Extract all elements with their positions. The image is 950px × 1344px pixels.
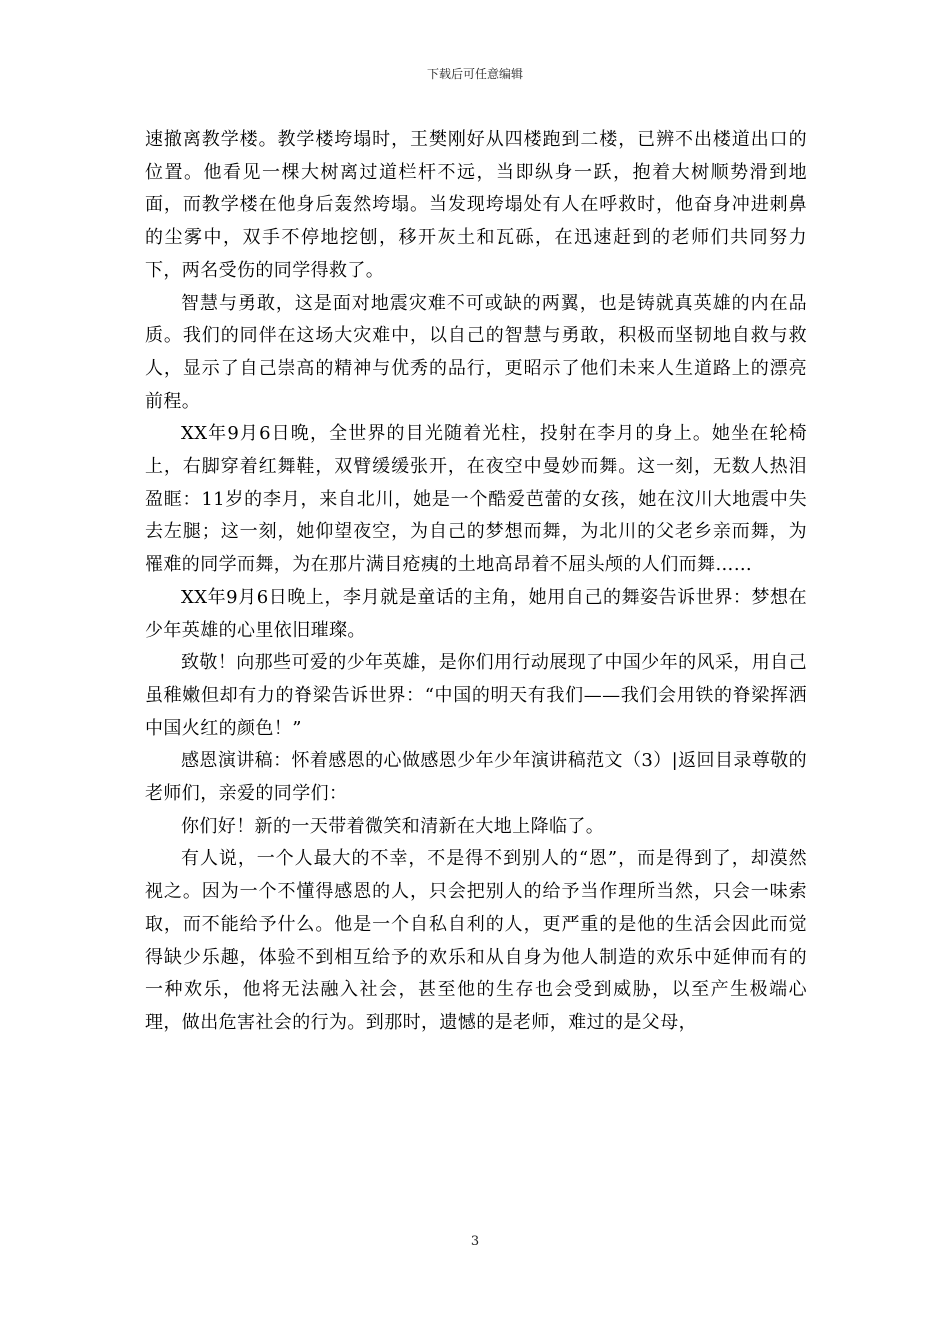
paragraph-7: 你们好！新的一天带着微笑和清新在大地上降临了。 — [181, 815, 605, 837]
paragraph-2: 智慧与勇敢，这是面对地震灾难不可或缺的两翼，也是铸就真英雄的内在品质。我们的同伴在这场大灾难中，以自己的智慧与勇敢，积极而坚韧地自救与救人，显示了自己崇高的精神与优秀的品行，更昭示了他们未来人生道路上的漂亮前程。 — [145, 292, 807, 412]
paragraph-8: 有人说，一个人最大的不幸，不是得不到别人的“恩”，而是得到了，却漠然视之。因为一个不懂得感恩的人，只会把别人的给予当作理所当然，只会一味索取，而不能给予什么。他是一个自私自利的人，更严重的是他的生活会因此而觉得缺少乐趣，体验不到相互给予的欢乐和从自身为他人制造的欢乐中延伸而有的一种欢乐，他将无法融入社会，甚至他的生存也会受到威胁，以至产生极端心理，做出危害社会的行为。到那时，遗憾的是老师，难过的是父母， — [145, 848, 807, 1033]
paragraph-6: 感恩演讲稿：怀着感恩的心做感恩少年少年演讲稿范文（3）|返回目录尊敬的老师们，亲爱的同学们： — [145, 750, 807, 805]
paragraph-3: XX年9月6日晚，全世界的目光随着光柱，投射在李月的身上。她坐在轮椅上，右脚穿着红舞鞋，双臂缓缓张开，在夜空中曼妙而舞。这一刻，无数人热泪盈眶：11岁的李月，来自北川，她是一个酷爱芭蕾的女孩，她在汶川大地震中失去左腿；这一刻，她仰望夜空，为自己的梦想而舞，为北川的父老乡亲而舞，为罹难的同学而舞，为在那片满目疮痍的土地高昂着不屈头颅的人们而舞…… — [145, 423, 807, 576]
paragraph-4: XX年9月6日晚上，李月就是童话的主角，她用自己的舞姿告诉世界：梦想在少年英雄的心里依旧璀璨。 — [145, 586, 807, 641]
document-body — [145, 124, 807, 1040]
page-number: 3 — [470, 1234, 480, 1249]
paragraph-1: 速撤离教学楼。教学楼垮塌时，王樊刚好从四楼跑到二楼，已辨不出楼道出口的位置。他看见一棵大树离过道栏杆不远，当即纵身一跃，抱着大树顺势滑到地面，而教学楼在他身后轰然垮塌。当发现垮塌处有人在呼救时，他奋身冲进刺鼻的尘雾中，双手不停地挖刨，移开灰土和瓦砾，在迅速赶到的老师们共同努力下，两名受伤的同学得救了。 — [145, 129, 807, 281]
page-header: 下载后可任意编辑 — [426, 67, 523, 81]
paragraph-5: 致敬！向那些可爱的少年英雄，是你们用行动展现了中国少年的风采，用自己虽稚嫩但却有力的脊梁告诉世界：“中国的明天有我们——我们会用铁的脊梁挥洒中国火红的颜色！” — [145, 652, 807, 739]
